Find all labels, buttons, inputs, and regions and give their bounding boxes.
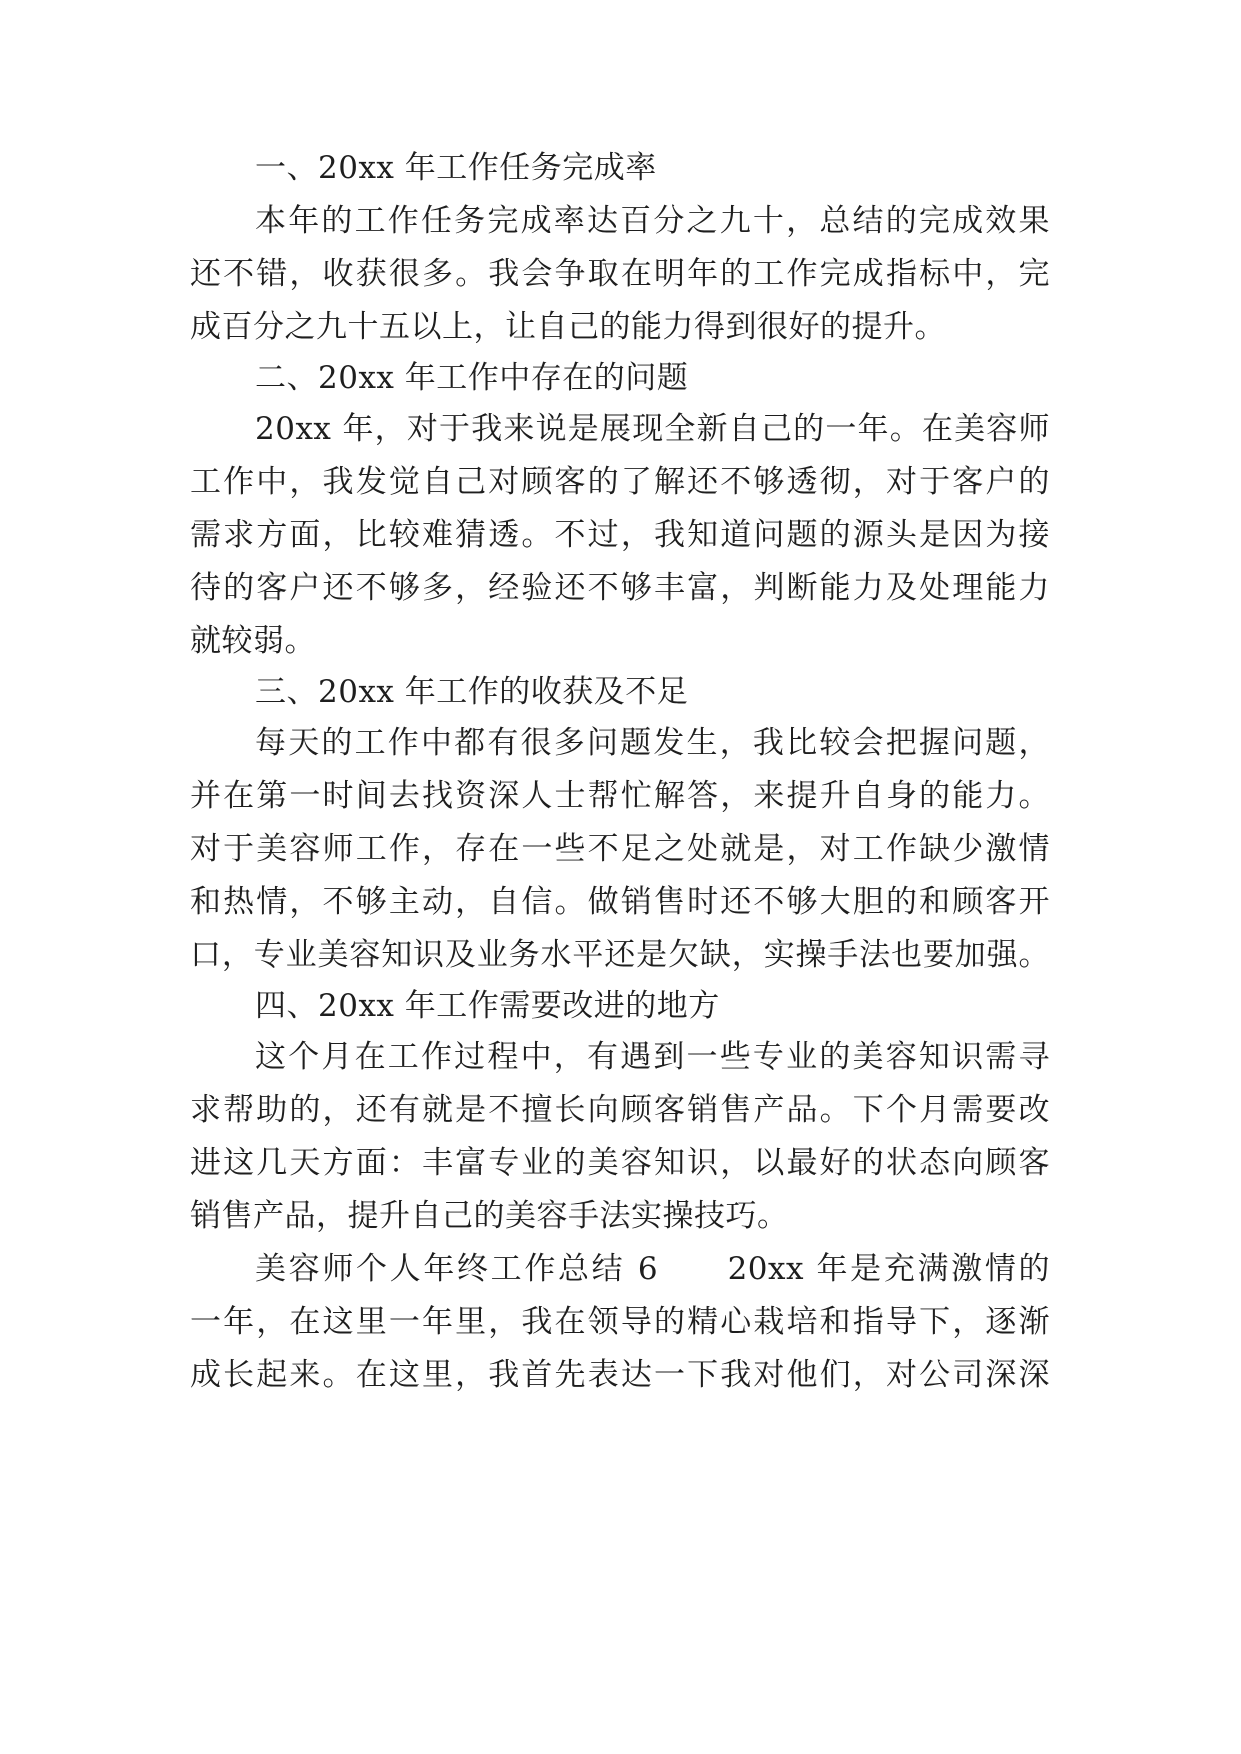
section-heading-2: 二、20xx 年工作中存在的问题 <box>255 360 689 396</box>
paragraph-line: 本年的工作任务完成率达百分之九十，总结的完成效果 <box>255 203 1050 239</box>
article-title-line: 美容师个人年终工作总结 6 20xx 年是充满激情的 <box>255 1251 1050 1287</box>
paragraph-line: 销售产品，提升自己的美容手法实操技巧。 <box>190 1198 789 1234</box>
section-heading-1: 一、20xx 年工作任务完成率 <box>255 150 657 186</box>
paragraph-line: 还不错，收获很多。我会争取在明年的工作完成指标中，完 <box>190 256 1050 292</box>
section-heading-4: 四、20xx 年工作需要改进的地方 <box>255 988 720 1024</box>
paragraph-line: 求帮助的，还有就是不擅长向顾客销售产品。下个月需要改 <box>190 1092 1050 1128</box>
paragraph-line: 成百分之九十五以上，让自己的能力得到很好的提升。 <box>190 309 946 345</box>
paragraph-line: 进这几天方面：丰富专业的美容知识，以最好的状态向顾客 <box>190 1145 1050 1181</box>
paragraph-line: 20xx 年，对于我来说是展现全新自己的一年。在美容师 <box>255 411 1050 447</box>
paragraph-line: 这个月在工作过程中，有遇到一些专业的美容知识需寻 <box>255 1039 1050 1075</box>
paragraph-line: 并在第一时间去找资深人士帮忙解答，来提升自身的能力。 <box>190 778 1050 814</box>
paragraph-line: 每天的工作中都有很多问题发生，我比较会把握问题， <box>255 725 1050 761</box>
paragraph-line: 就较弱。 <box>190 623 316 659</box>
paragraph-line: 对于美容师工作，存在一些不足之处就是，对工作缺少激情 <box>190 831 1050 867</box>
paragraph-line: 需求方面，比较难猜透。不过，我知道问题的源头是因为接 <box>190 517 1050 553</box>
paragraph-line: 待的客户还不够多，经验还不够丰富，判断能力及处理能力 <box>190 570 1050 606</box>
paragraph-line: 和热情，不够主动，自信。做销售时还不够大胆的和顾客开 <box>190 884 1050 920</box>
paragraph-line: 工作中，我发觉自己对顾客的了解还不够透彻，对于客户的 <box>190 464 1050 500</box>
section-heading-3: 三、20xx 年工作的收获及不足 <box>255 674 689 710</box>
paragraph-line: 成长起来。在这里，我首先表达一下我对他们，对公司深深 <box>190 1357 1050 1393</box>
paragraph-line: 口，专业美容知识及业务水平还是欠缺，实操手法也要加强。 <box>190 937 1050 973</box>
paragraph-line: 一年，在这里一年里，我在领导的精心栽培和指导下，逐渐 <box>190 1304 1050 1340</box>
